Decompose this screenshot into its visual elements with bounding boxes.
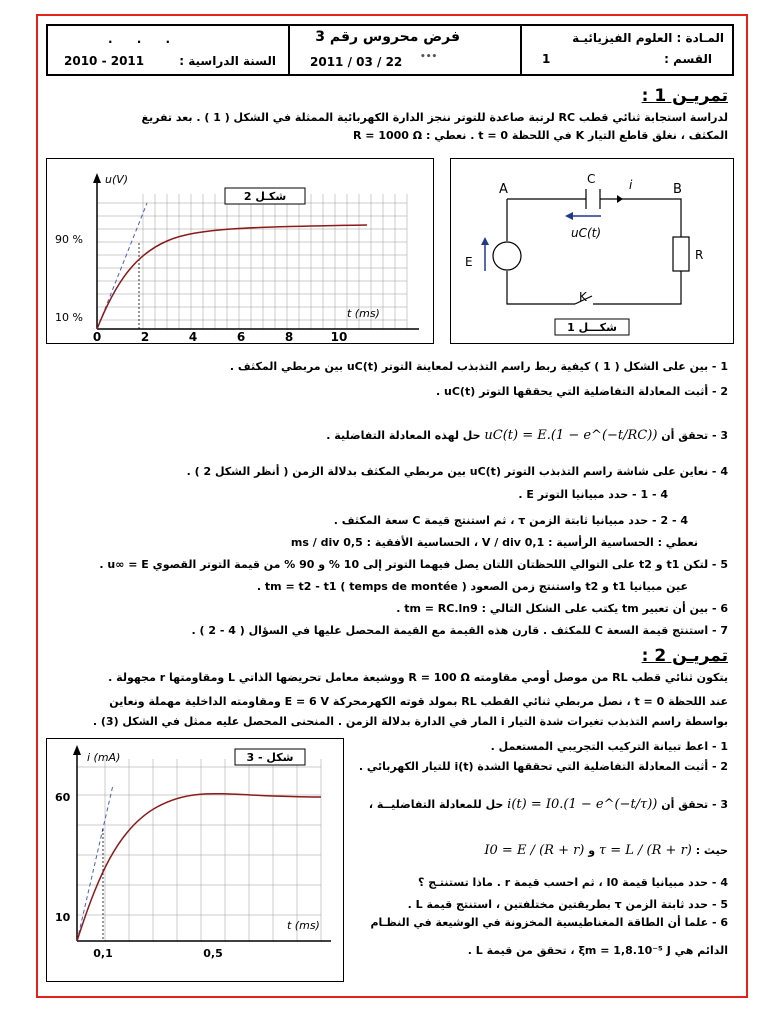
ex1-q7: 7 - استنتج قيمة السعة C للمكثف . قارن هذه القيمة مع القيمة المحصل عليها في السؤال ( 4 - 2 ) .	[191, 624, 728, 637]
ex2-where-label: حيث :	[695, 844, 728, 857]
ex2-and: و	[588, 844, 596, 857]
x-tick-2: 2	[140, 330, 150, 343]
header-year-value: 2010 - 2011	[64, 54, 145, 68]
graph3-y10: 10	[55, 911, 71, 924]
ex1-q4-2: 4 - 2 - حدد مبيانيا ثابتة الزمن τ ، ثم استنتج قيمة C سعة المكثف .	[333, 514, 688, 527]
emf-label: E	[465, 255, 473, 269]
graph3-caption: شكل - 3	[246, 751, 294, 764]
ex2-tau-formula: τ = L / (R + r)	[598, 843, 692, 858]
ex1-q4: 4 - نعاين على شاشة راسم التذبذب التوتر uC(t) بين مربطي المكثف بدلالة الزمن ( أنظر الشكل 2 ) .	[186, 465, 728, 478]
ex2-q4: 4 - حدد مبيانيا قيمة I0 ، ثم احسب قيمة r . ماذا تستنتـج ؟	[418, 876, 728, 889]
ex1-q1: 1 - بين على الشكل ( 1 ) كيفية ربط راسم التذبذب لمعاينة التوتر uC(t) بين مربطي المكثف .	[229, 360, 728, 373]
x-tick-0: 0	[92, 330, 102, 343]
ex1-intro-line2: المكثف ، نغلق قاطع التيار K في اللحظة t = 0 . نعطي : R = 1000 Ω	[353, 129, 728, 142]
figure-1-circuit	[451, 159, 733, 343]
graph2-y90: 90 %	[55, 233, 83, 246]
graph2-y10: 10 %	[55, 311, 83, 324]
ex2-q6-b: الدائم هي ξm = 1,8.10⁻⁵ J ، تحقق من قيمة L .	[467, 944, 728, 957]
ex1-q2: 2 - أثبت المعادلة التفاضلية التي يحققها التوتر uC(t) .	[436, 385, 728, 398]
ex2-where	[484, 843, 728, 858]
ex2-q3-end: حل للمعادلة التفاضليــة ،	[368, 798, 504, 811]
ex2-q2: 2 - أثبت المعادلة التفاضلية التي تحققها الشدة i(t) للتيار الكهربائي .	[358, 760, 728, 773]
header-section-label: القسم :	[664, 52, 712, 66]
ex1-q5-a: 5 - لتكن t1 و t2 على التوالي اللحظتان اللتان يصل فيهما التوتر إلى 10 % و 90 % من قيمة التوتر القصوي u∞ = E .	[99, 558, 728, 571]
ex2-q6-a: 6 - علما أن الطاقة المغناطيسية المخزونة في الوشيعة في النظـام	[370, 916, 728, 929]
current-curve	[77, 794, 321, 941]
x-tick-8: 8	[284, 330, 294, 343]
figure-1-box	[450, 158, 734, 344]
capacitor-label: C	[587, 172, 596, 186]
exercise-1-title: تمريـن 1 :	[641, 86, 728, 106]
ex1-intro-line1: لدراسة استجابة ثنائي قطب RC لرتبة صاعدة للتوتر ننجز الدارة الكهربائية الممثلة في الشكل ( 1 ) . بعد تفريغ	[141, 111, 728, 124]
x-tick-4: 4	[188, 330, 198, 343]
node-b: B	[673, 182, 682, 197]
ex1-q4-1: 4 - 1 - حدد مبيانيا التوتر E .	[518, 488, 668, 501]
header-dots: . . .	[108, 32, 181, 46]
ex2-q3-formula: i(t) = I0.(1 − e^(−t/τ))	[507, 797, 658, 812]
x-tick-10: 10	[330, 330, 348, 343]
header-subject-cell	[520, 26, 732, 74]
ex1-givens: نعطي : الحساسية الرأسية : 0,1 V / div ، الحساسية الأفقية : 0,5 ms / div	[290, 536, 698, 549]
ex2-q3	[369, 797, 728, 812]
uc-label: uC(t)	[571, 226, 602, 240]
ex2-q3-start: 3 - تحقق أن	[661, 798, 728, 811]
figure-2-box	[46, 158, 434, 344]
exercise-2-title: تمريـن 2 :	[641, 646, 728, 666]
ex1-q6: 6 - بين أن تعبير tm يكتب على الشكل التالي : tm = RC.ln9 .	[396, 602, 728, 615]
graph2-xlabel: t (ms)	[347, 307, 380, 320]
graph3-ylabel: i (mA)	[87, 751, 121, 764]
ex1-q3	[326, 428, 728, 443]
header-subject: المـادة : العلوم الفيزيائيـة	[572, 31, 724, 45]
graph3-xlabel: t (ms)	[287, 919, 320, 932]
ex1-q3-end: حل لهذه المعادلة التفاضلية .	[326, 429, 481, 442]
circuit-caption: شكـــل 1	[567, 321, 617, 334]
header-section-value: 1	[542, 52, 551, 66]
ex2-q5: 5 - حدد ثابتة الزمن τ بطريقتين مختلفتين ، استنتج قيمة L .	[407, 898, 728, 911]
graph2-caption: شكـل 2	[243, 190, 287, 203]
header-title: فرض محروس رقم 3	[315, 29, 460, 45]
charge-curve	[97, 225, 367, 329]
ex2-intro-line2: عند اللحظة t = 0 ، نصل مربطي ثنائي القطب RL بمولد قوته الكهرمحركة E = 6 V ومقاومته الداخلية مهملة ونعاين	[109, 695, 728, 708]
ex2-i0-formula: I0 = E / (R + r)	[484, 843, 585, 858]
header-title-cell: فرض محروس رقم 3 2011 / 03 / 22 •••	[288, 26, 520, 74]
figure-3-box	[46, 738, 344, 982]
header-date: 2011 / 03 / 22	[310, 55, 403, 69]
graph3-y60: 60	[55, 791, 71, 804]
graph2-ylabel: u(V)	[105, 173, 129, 186]
figure-2-graph	[47, 159, 433, 343]
header-year-cell	[48, 26, 288, 74]
current-label: i	[629, 178, 633, 192]
node-a: A	[499, 182, 508, 197]
graph3-x01: 0,1	[93, 947, 113, 960]
resistor-label: R	[695, 248, 704, 262]
exam-header	[46, 24, 734, 76]
ex2-intro-line3: بواسطة راسم التذبذب تغيرات شدة التيار i المار في الدارة بدلالة الزمن . المنحنى المحصل عليه ممثل في الشكل (3) .	[92, 715, 728, 728]
graph3-x05: 0,5	[203, 947, 223, 960]
ex2-q1: 1 - اعط تبيانة التركيب التجريبي المستعمل .	[490, 740, 728, 753]
header-year-label: السنة الدراسية :	[179, 54, 276, 68]
switch-label: K	[579, 290, 587, 304]
ex1-q3-start: 3 - تحقق أن	[661, 429, 728, 442]
x-tick-6: 6	[236, 330, 246, 343]
ex2-intro-line1: يتكون ثنائي قطب RL من موصل أومي مقاومته R = 100 Ω ووشيعة معامل تحريضها الذاتي L ومقاومتها r مجهولة .	[108, 671, 728, 684]
ex1-q3-formula: uC(t) = E.(1 − e^(−t/RC))	[484, 428, 658, 443]
ex1-q5-b: عين مبيانيا t1 و t2 واستنتج زمن الصعود ( temps de montée ) tm = t2 - t1 .	[256, 580, 688, 593]
graph3-grid	[77, 759, 321, 941]
figure-3-graph	[47, 739, 343, 981]
